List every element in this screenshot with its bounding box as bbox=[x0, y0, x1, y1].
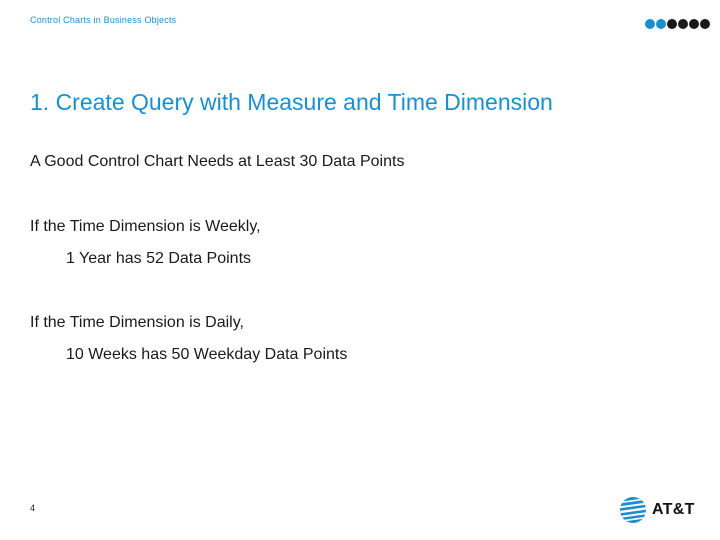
slide-title: 1. Create Query with Measure and Time Dimension bbox=[30, 89, 553, 115]
progress-dot-1 bbox=[645, 19, 655, 29]
body-line-3: 1 Year has 52 Data Points bbox=[66, 250, 252, 267]
progress-dot-3 bbox=[667, 19, 677, 29]
logo-text: AT&T bbox=[652, 501, 695, 518]
body-line-1: A Good Control Chart Needs at Least 30 Data Points bbox=[30, 153, 405, 170]
body-line-4: If the Time Dimension is Daily, bbox=[30, 314, 244, 331]
progress-dots bbox=[645, 19, 710, 31]
body-line-2: If the Time Dimension is Weekly, bbox=[30, 218, 261, 235]
progress-dot-2 bbox=[656, 19, 666, 29]
progress-dot-5 bbox=[689, 19, 699, 29]
progress-dot-6 bbox=[700, 19, 710, 29]
header-label: Control Charts in Business Objects bbox=[30, 15, 177, 25]
body-line-5: 10 Weeks has 50 Weekday Data Points bbox=[66, 346, 348, 363]
page-number: 4 bbox=[30, 503, 36, 513]
att-logo bbox=[618, 495, 695, 525]
att-globe-icon bbox=[618, 495, 648, 525]
progress-dot-4 bbox=[678, 19, 688, 29]
